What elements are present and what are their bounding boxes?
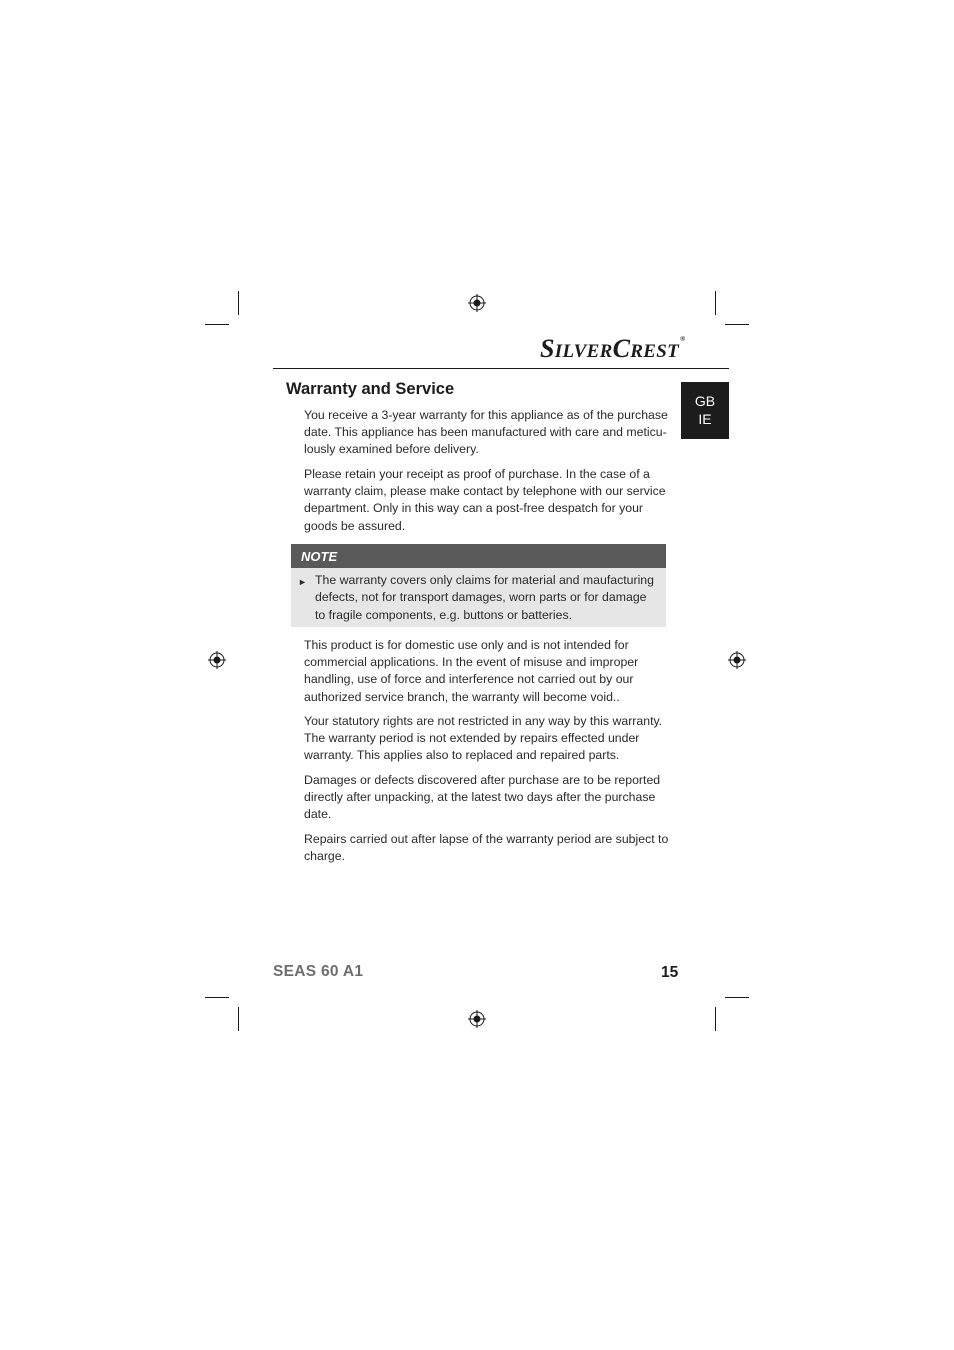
- crop-mark: [238, 1007, 239, 1031]
- triangle-bullet-icon: ►: [298, 577, 307, 587]
- paragraph-receipt: Please retain your receipt as proof of purchase. In the case of a warranty claim, please make contact by telephone with our service department. Only in this way can a post-free despatch for your goods be assured.: [304, 467, 666, 533]
- registration-mark-icon: [468, 294, 486, 312]
- language-code-gb: GB: [694, 393, 716, 409]
- paragraph-repairs: Repairs carried out after lapse of the warranty period are subject to charge.: [304, 832, 669, 864]
- crop-mark: [715, 291, 716, 315]
- crop-mark: [238, 291, 239, 315]
- note-text: The warranty covers only claims for material and maufacturing defects, not for transport damages, worn parts or for damage to fragile components, e.g. buttons or batteries.: [315, 573, 654, 622]
- note-box: [291, 544, 666, 627]
- section-title: Warranty and Service: [286, 380, 455, 398]
- registration-mark-icon: [728, 651, 746, 669]
- footer-model-number: SEAS 60 A1: [273, 963, 364, 980]
- note-label: NOTE: [291, 544, 666, 568]
- header-divider: [273, 368, 729, 369]
- crop-mark: [725, 324, 749, 325]
- language-code-ie: IE: [698, 411, 712, 427]
- registration-mark-icon: [468, 1010, 486, 1028]
- paragraph-damages: Damages or defects discovered after purchase are to be reported directly after unpacking, at the latest two days after the purchase date.: [304, 773, 661, 822]
- crop-mark: [725, 997, 749, 998]
- crop-mark: [715, 1007, 716, 1031]
- paragraph-domestic-use: This product is for domestic use only and is not intended for commercial applications. In the event of misuse and improper handling, use of force and interference not carried out by our authorized service branch, the warranty will become void..: [304, 638, 639, 704]
- crop-mark: [205, 324, 229, 325]
- page-number: 15: [661, 964, 679, 981]
- registration-mark-icon: [208, 651, 226, 669]
- brand-logo: SILVERCREST®: [540, 334, 686, 363]
- note-item: [291, 568, 666, 624]
- language-tab: [681, 382, 729, 439]
- paragraph-statutory-rights: Your statutory rights are not restricted in any way by this warranty. The warranty period is not extended by repairs effected under warranty. This applies also to replaced and repaired parts.: [304, 714, 663, 763]
- paragraph-warranty-intro: You receive a 3-year warranty for this appliance as of the purchase date. This appliance has been manufactured with care and meticu-lously examined before delivery.: [304, 408, 668, 457]
- crop-mark: [205, 997, 229, 998]
